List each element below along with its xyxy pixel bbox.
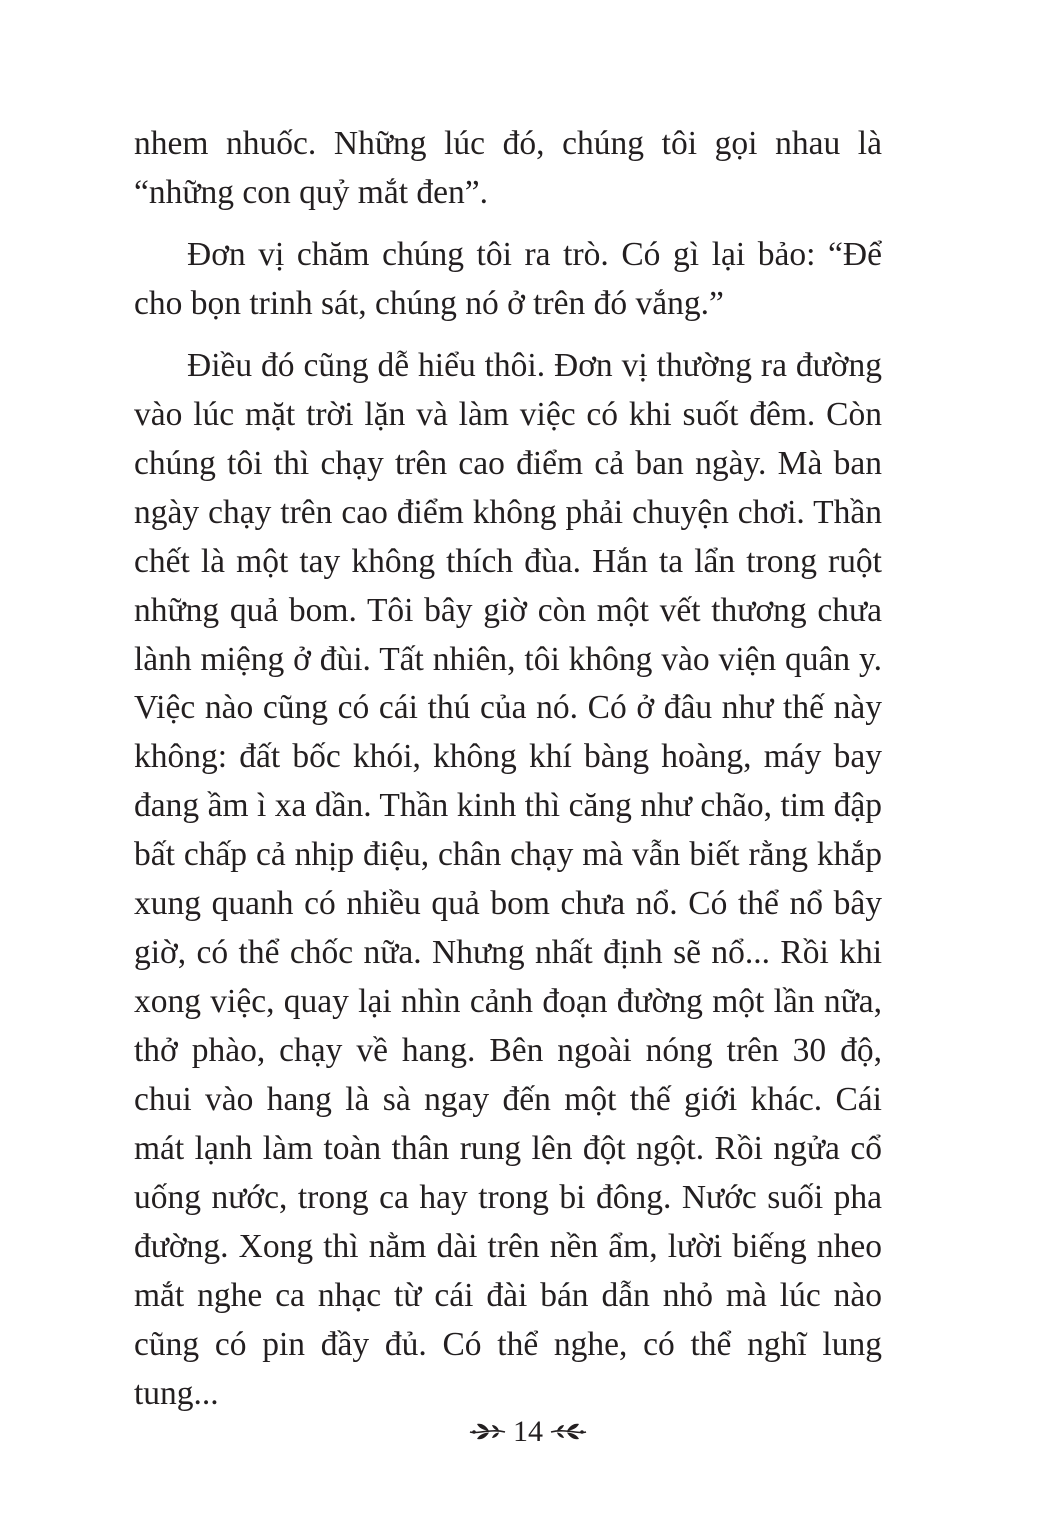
body-text	[134, 120, 882, 1432]
page-number: 14	[513, 1415, 543, 1448]
paragraph-continued: nhem nhuốc. Những lúc đó, chúng tôi gọi nhau là “những con quỷ mắt đen”.	[134, 125, 882, 211]
leaf-flourish-icon	[549, 1419, 587, 1445]
page-footer	[0, 1412, 1056, 1452]
paragraph: Đơn vị chăm chúng tôi ra trò. Có gì lại bảo: “Để cho bọn trinh sát, chúng nó ở trên đó vắng.”	[134, 235, 882, 322]
leaf-flourish-icon	[469, 1419, 507, 1445]
paragraph: Điều đó cũng dễ hiểu thôi. Đơn vị thường ra đường vào lúc mặt trời lặn và làm việc có khi suốt đêm. Còn chúng tôi thì chạy trên cao điểm cả ban ngày. Mà ban ngày chạy trên cao điểm không phải chuyện chơi. Thần chết là một tay không thích đùa. Hắn ta lẩn trong ruột những quả bom. Tôi bây giờ còn một vết thương chưa lành miệng ở đùi. Tất nhiên, tôi không vào viện quân y. Việc nào cũng có cái thú của nó. Có ở đâu như thế này không: đất bốc khói, không khí bàng hoàng, máy bay đang ầm ì xa dần. Thần kinh thì căng như chão, tim đập bất chấp cả nhịp điệu, chân chạy mà vẫn biết rằng khắp xung quanh có nhiều quả bom chưa nổ. Có thể nổ bây giờ, có thể chốc nữa. Nhưng nhất định sẽ nổ... Rồi khi xong việc, quay lại nhìn cảnh đoạn đường một lần nữa, thở phào, chạy về hang. Bên ngoài nóng trên 30 độ, chui vào hang là sà ngay đến một thế giới khác. Cái mát lạnh làm toàn thân rung lên đột ngột. Rồi ngửa cổ uống nước, trong ca hay trong bi đông. Nước suối pha đường. Xong thì nằm dài trên nền ẩm, lười biếng nheo mắt nghe ca nhạc từ cái đài bán dẫn nhỏ mà lúc nào cũng có pin đầy đủ. Có thể nghe, có thể nghĩ lung tung...	[134, 346, 882, 1412]
